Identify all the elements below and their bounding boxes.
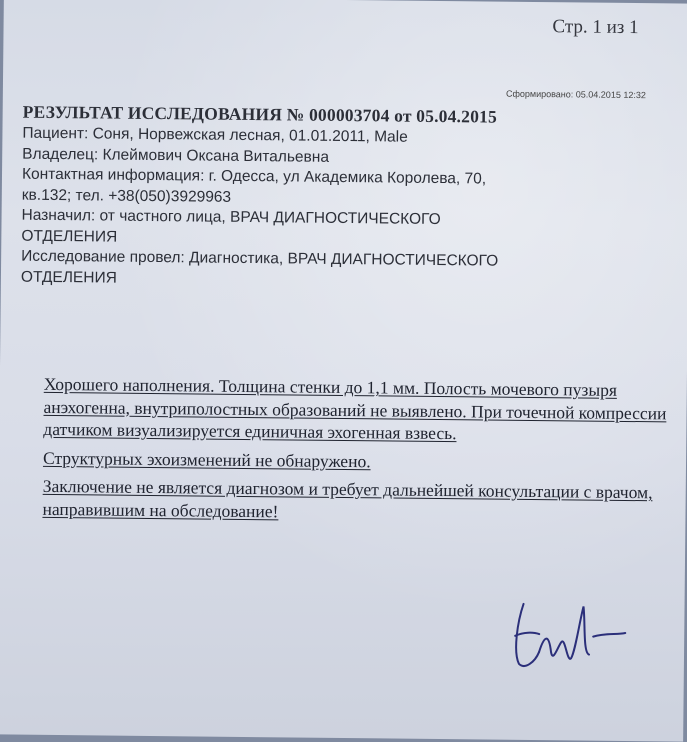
signature-stroke [515,632,539,636]
handwritten-signature [509,592,630,683]
contact-line-2: кв.132; тел. +38(050)3929963 [21,186,232,206]
findings-text: Хорошего наполнения. Толщина стенки до 1,1 мм. Полость мочевого пузыря анэхогенна, внутриполостных образований не выявлено. При точечной компрессии датчиком визуализируется единичная эхогенная взвесь. [43,373,667,444]
findings-paragraph [43,446,668,475]
findings-text: Заключение не является диагнозом и требует дальнейшей консультации с врачом, направившим на обследование! [42,475,653,521]
report-header [21,100,663,295]
findings-paragraph [42,475,667,527]
referred-by-line-2: ОТДЕЛЕНИЯ [21,227,118,246]
performed-by-line-1: Исследование провел: Диагностика, ВРАЧ ДИАГНОСТИЧЕСКОГО [21,247,499,270]
generated-timestamp: Сформировано: 05.04.2015 12:32 [505,88,646,101]
referred-by-line-1: Назначил: от частного лица, ВРАЧ ДИАГНОСТИЧЕСКОГО [21,206,441,229]
performed-by-line-2: ОТДЕЛЕНИЯ [20,268,117,287]
signature-stroke [539,606,590,659]
contact-line-1: Контактная информация: г. Одесса, ул Академика Королева, 70, [21,165,487,188]
page-number: Стр. 1 из 1 [552,16,639,39]
findings-text: Структурных эхоизменений не обнаружено. [42,447,371,471]
patient-line: Пациент: Соня, Норвежская лесная, 01.01.2011, Male [22,124,408,146]
signature-stroke [593,633,625,637]
owner-line: Владелец: Клеймович Оксана Витальевна [22,145,330,166]
findings-section [42,373,669,533]
findings-paragraph [43,373,669,447]
report-title: РЕЗУЛЬТАТ ИССЛЕДОВАНИЯ № 000003704 от 05.04.2015 [22,101,498,127]
